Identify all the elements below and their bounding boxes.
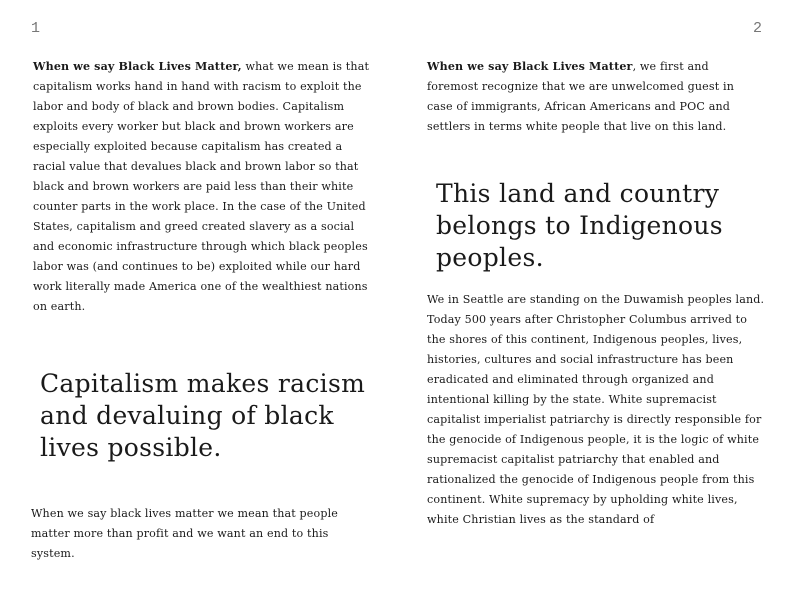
page-number: 2	[752, 20, 762, 37]
right-page	[396, 0, 792, 612]
paragraph-lead-bold: When we say Black Lives Matter,	[33, 60, 242, 73]
pull-quote: This land and country belongs to Indigenous peoples.	[436, 179, 723, 272]
paragraph-text: , we first and foremost recognize that we are unwelcomed guest in case of immigrants, African Americans and POC and settlers in terms white people that live on this land.	[427, 60, 735, 133]
body-paragraph: When we say black lives matter we mean that people matter more than profit and we want an end to this system.	[31, 507, 339, 560]
body-paragraph	[427, 57, 762, 137]
pull-quote: Capitalism makes racism and devaluing of black lives possible.	[40, 369, 366, 462]
body-paragraph: We in Seattle are standing on the Duwamish peoples land. Today 500 years after Christopher Columbus arrived to the shores of this continent, Indigenous peoples, lives, histories, cultures and social infrastructure has been eradicated and eliminated through organized and intentional killing by the state. White supremacist capitalist imperialist patriarchy is directly responsible for the genocide of Indigenous people, it is the logic of white supremacist capitalist patriarchy that enabled and rationalized the genocide of Indigenous people from this continent. White supremacy by upholding white lives, white Christian lives as the standard of	[427, 293, 765, 526]
paragraph-lead-bold: When we say Black Lives Matter	[427, 60, 633, 73]
body-paragraph	[33, 57, 373, 317]
page-number: 1	[31, 20, 41, 37]
paragraph-text: what we mean is that capitalism works hand in hand with racism to exploit the labor and body of black and brown bodies. Capitalism exploits every worker but black and brown workers are especially exploited because capitalism has created a racial value that devalues black and brown labor so that black and brown workers are paid less than their white counter parts in the work place. In the case of the United States, capitalism and greed created slavery as a social and economic infrastructure through which black peoples labor was (and continues to be) exploited while our hard work literally made America one of the wealthiest nations on earth.	[33, 60, 370, 313]
